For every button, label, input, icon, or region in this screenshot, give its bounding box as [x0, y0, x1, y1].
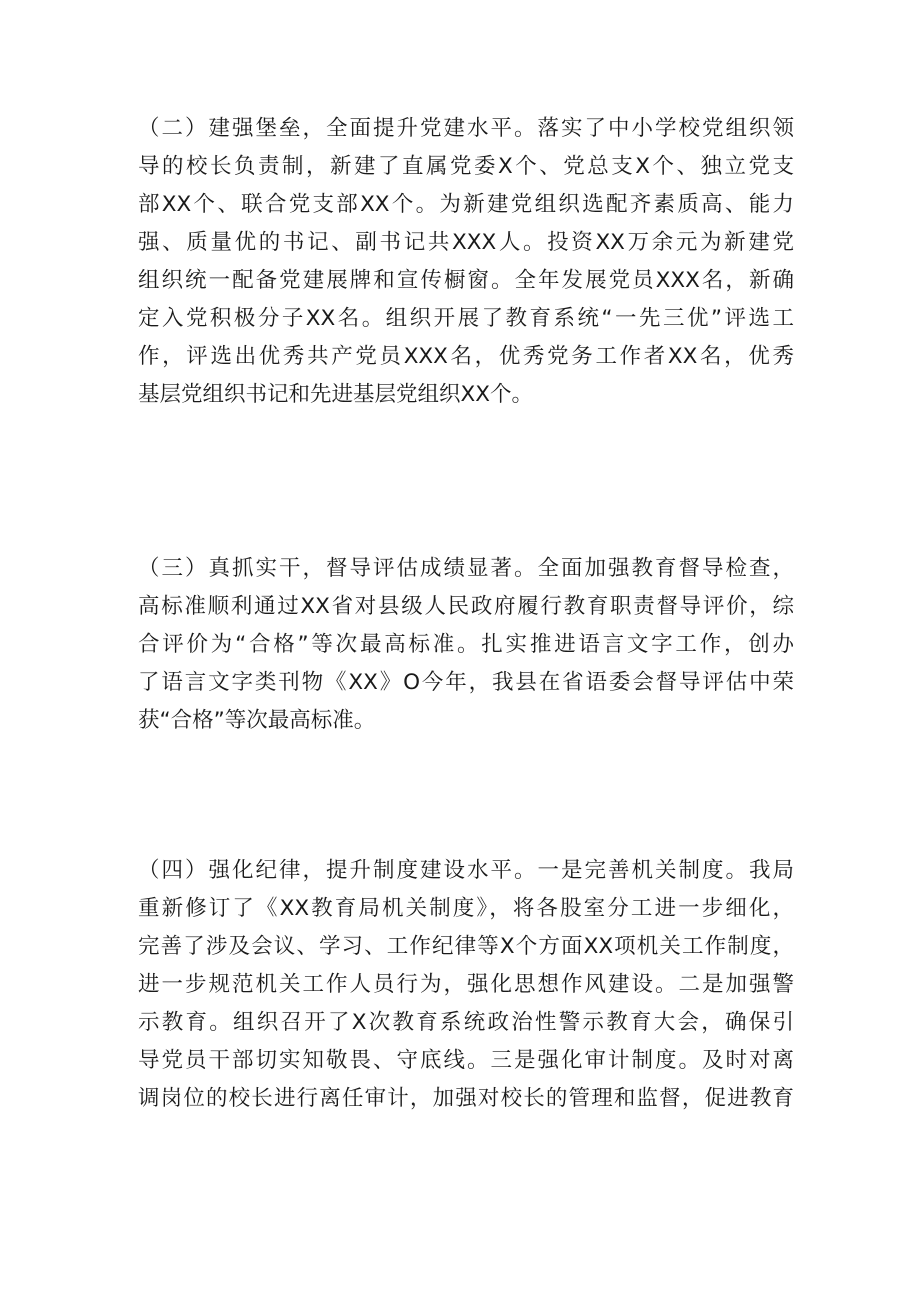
- paragraph-discipline: [138, 852, 794, 1118]
- text-line: 定入党积极分子XX名。组织开展了教育系统“一先三优”评选工: [138, 306, 794, 331]
- paragraph-party-building: [138, 110, 794, 414]
- text-line: 合评价为“合格”等次最高标准。扎实推进语言文字工作，创办: [138, 632, 794, 657]
- text-line: 组织统一配备党建展牌和宣传橱窗。全年发展党员XXX名，新确: [138, 268, 794, 293]
- text-line: 高标准顺利通过XX省对县级人民政府履行教育职责督导评价，综: [138, 594, 794, 619]
- text-line: 强、质量优的书记、副书记共XXX人。投资XX万余元为新建党: [138, 230, 794, 255]
- text-line: 基层党组织书记和先进基层党组织XX个。: [138, 382, 533, 407]
- text-line: 获“合格”等次最高标准。: [138, 708, 376, 733]
- text-line: 作，评选出优秀共产党员XXX名，优秀党务工作者XX名，优秀: [138, 344, 794, 369]
- text-line: （三）真抓实干，督导评估成绩显著。全面加强教育督导检查，: [138, 556, 794, 581]
- paragraph-supervision: [138, 550, 794, 740]
- text-line: 了语言文字类刊物《XX》O今年，我县在省语委会督导评估中荣: [138, 670, 794, 695]
- text-line: 完善了涉及会议、学习、工作纪律等X个方面XX项机关工作制度，: [138, 934, 794, 959]
- text-line: 调岗位的校长进行离任审计，加强对校长的管理和监督，促进教育: [138, 1086, 794, 1111]
- text-line: 导党员干部切实知敬畏、守底线。三是强化审计制度。及时对离: [138, 1048, 794, 1073]
- text-line: 部XX个、联合党支部XX个。为新建党组织选配齐素质高、能力: [138, 192, 794, 217]
- text-line: 导的校长负责制，新建了直属党委X个、党总支X个、独立党支: [138, 154, 794, 179]
- text-line: （二）建强堡垒，全面提升党建水平。落实了中小学校党组织领: [138, 116, 794, 141]
- text-line: （四）强化纪律，提升制度建设水平。一是完善机关制度。我局: [138, 858, 794, 883]
- text-line: 示教育。组织召开了X次教育系统政治性警示教育大会，确保引: [138, 1010, 794, 1035]
- text-line: 重新修订了《XX教育局机关制度》，将各股室分工进一步细化，: [138, 896, 794, 921]
- text-line: 进一步规范机关工作人员行为，强化思想作风建设。二是加强警: [138, 972, 794, 997]
